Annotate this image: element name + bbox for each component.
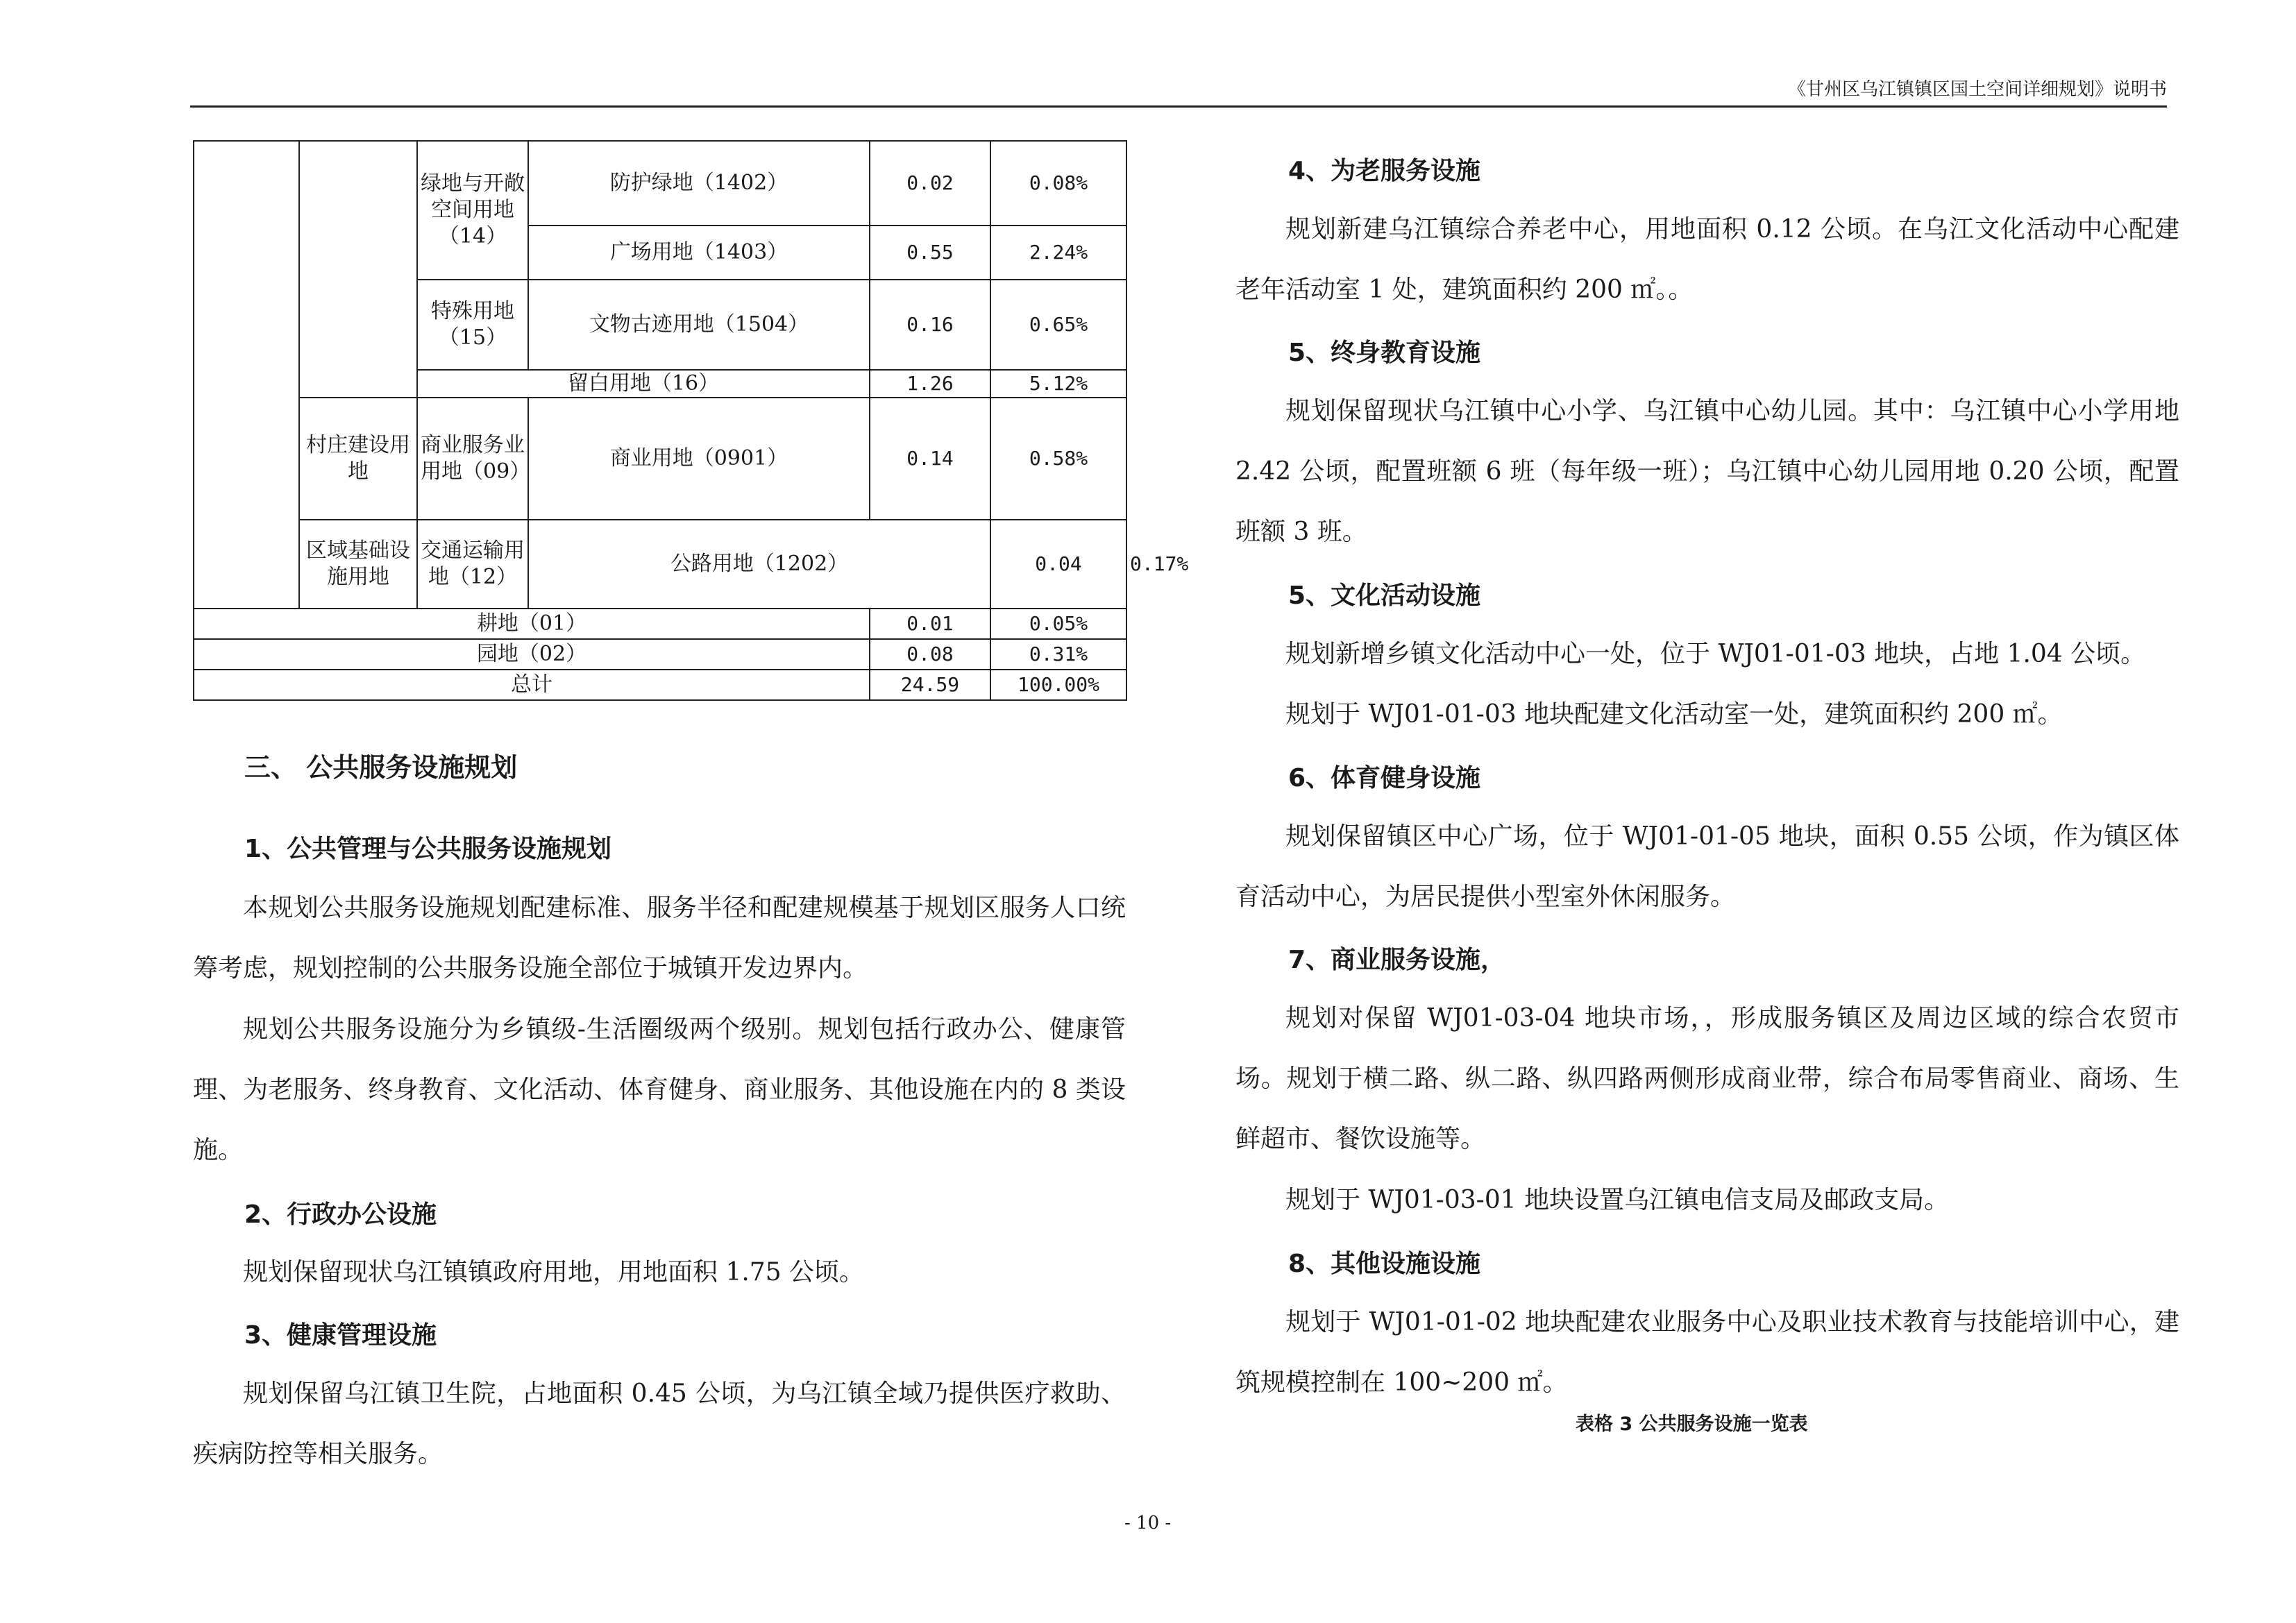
heading-public-management: 1、公共管理与公共服务设施规划 [244,835,612,863]
table-cell: 0.02 [870,141,990,226]
table-cell: 5.12% [990,370,1126,398]
table-cell-empty [194,141,299,609]
table-caption: 表格 3 公共服务设施一览表 [1576,1413,1808,1435]
table-cell: 0.04 [990,520,1126,609]
heading-sports: 6、体育健身设施 [1288,764,1481,792]
heading-health: 3、健康管理设施 [244,1321,437,1350]
heading-culture: 5、文化活动设施 [1288,581,1481,610]
table-cell: 交通运输用地（12） [417,520,528,609]
table-cell: 0.05% [990,609,1126,639]
table-cell: 绿地与开敞空间用地（14） [417,141,528,280]
heading-administration: 2、行政办公设施 [244,1200,437,1229]
heading-elderly: 4、为老服务设施 [1288,157,1481,185]
document-header-title: 《甘州区乌江镇镇区国土空间详细规划》说明书 [1787,79,2167,100]
table-cell: 特殊用地（15） [417,280,528,370]
table-cell: 0.55 [870,226,990,280]
section-heading-public-services: 三、 公共服务设施规划 [244,752,518,783]
paragraph: 规划公共服务设施分为乡镇级-生活圈级两个级别。规划包括行政办公、健康管理、为老服务、终身教育、文化活动、体育健身、商业服务、其他设施在内的 8 类设施。 [193,1015,1126,1164]
paragraph: 规划新建乌江镇综合养老中心，用地面积 0.12 公顷。在乌江文化活动中心配建老年活动室 1 处，建筑面积约 200 ㎡。。 [1235,215,2179,304]
table-cell-empty [299,141,417,398]
table-cell: 商业服务业用地（09） [417,398,528,520]
heading-commerce: 7、商业服务设施， [1288,946,1506,974]
table-cell-total-percent: 100.00% [990,670,1126,700]
table-cell: 0.65% [990,280,1126,370]
table-cell: 1.26 [870,370,990,398]
table-cell: 0.01 [870,609,990,639]
paragraph: 规划保留现状乌江镇中心小学、乌江镇中心幼儿园。其中：乌江镇中心小学用地 2.42 公顷，配置班额 6 班（每年级一班）；乌江镇中心幼儿园用地 0.20 公顷，配置班额 3 班。 [1235,397,2179,546]
table-cell: 公路用地（1202） [528,520,990,609]
paragraph: 规划于 WJ01-01-02 地块配建农业服务中心及职业技术教育与技能培训中心，建筑规模控制在 100~200 ㎡。 [1235,1308,2179,1397]
table-cell: 商业用地（0901） [528,398,870,520]
paragraph: 规划于 WJ01-03-01 地块设置乌江镇电信支局及邮政支局。 [1285,1186,1950,1214]
table-cell: 0.08% [990,141,1126,226]
table-cell: 文物古迹用地（1504） [528,280,870,370]
paragraph: 规划保留镇区中心广场，位于 WJ01-01-05 地块，面积 0.55 公顷，作为镇区体育活动中心，为居民提供小型室外休闲服务。 [1235,822,2179,911]
heading-education: 5、终身教育设施 [1288,339,1481,367]
paragraph: 规划对保留 WJ01-03-04 地块市场，，形成服务镇区及周边区域的综合农贸市场。规划于横二路、纵二路、纵四路两侧形成商业带，综合布局零售商业、商场、生鲜超市、餐饮设施等。 [1235,1004,2179,1153]
table-cell-total-area: 24.59 [870,670,990,700]
paragraph: 规划于 WJ01-01-03 地块配建文化活动室一处，建筑面积约 200 ㎡。 [1285,700,2063,729]
table-cell: 0.08 [870,639,990,670]
table-cell: 0.58% [990,398,1126,520]
paragraph: 规划保留现状乌江镇镇政府用地，用地面积 1.75 公顷。 [243,1258,865,1286]
table-cell: 区域基础设施用地 [299,520,417,609]
paragraph: 本规划公共服务设施规划配建标准、服务半径和配建规模基于规划区服务人口统筹考虑，规划控制的公共服务设施全部位于城镇开发边界内。 [193,894,1126,983]
heading-other: 8、其他设施设施 [1288,1250,1481,1278]
table-cell: 留白用地（16） [417,370,870,398]
table-cell: 园地（02） [194,639,870,670]
table-cell: 村庄建设用地 [299,398,417,520]
table-cell: 0.16 [870,280,990,370]
table-cell-total-label: 总计 [194,670,870,700]
header-divider [190,105,2167,108]
table-cell: 0.14 [870,398,990,520]
table-cell: 防护绿地（1402） [528,141,870,226]
paragraph: 规划保留乌江镇卫生院，占地面积 0.45 公顷，为乌江镇全域乃提供医疗救助、疾病防控等相关服务。 [193,1379,1126,1468]
page-number: - 10 - [1124,1513,1172,1533]
table-cell: 0.31% [990,639,1126,670]
land-use-table: 绿地与开敞空间用地（14） 防护绿地（1402） 0.02 0.08% 广场用地（1403） 0.55 2.24% 特殊用地（15） 文物古迹用地（1504） 0.16 0.65% 留白用地（16） 1.26 5.12% 村庄建设用地 商业服务业用地（09） 商业用地（0901） 0.14 0.58% 区域基础设施用地 交通运输用地（12） 公路用地（1202） 0.04 0.17% 耕地（01） 0.01 0.05% 园地（02） 0.08 0.31% 总计 24.59 100.00% [193,140,1127,701]
table-cell: 2.24% [990,226,1126,280]
table-cell: 广场用地（1403） [528,226,870,280]
paragraph: 规划新增乡镇文化活动中心一处，位于 WJ01-01-03 地块，占地 1.04 公顷。 [1285,640,2146,668]
table-cell: 耕地（01） [194,609,870,639]
